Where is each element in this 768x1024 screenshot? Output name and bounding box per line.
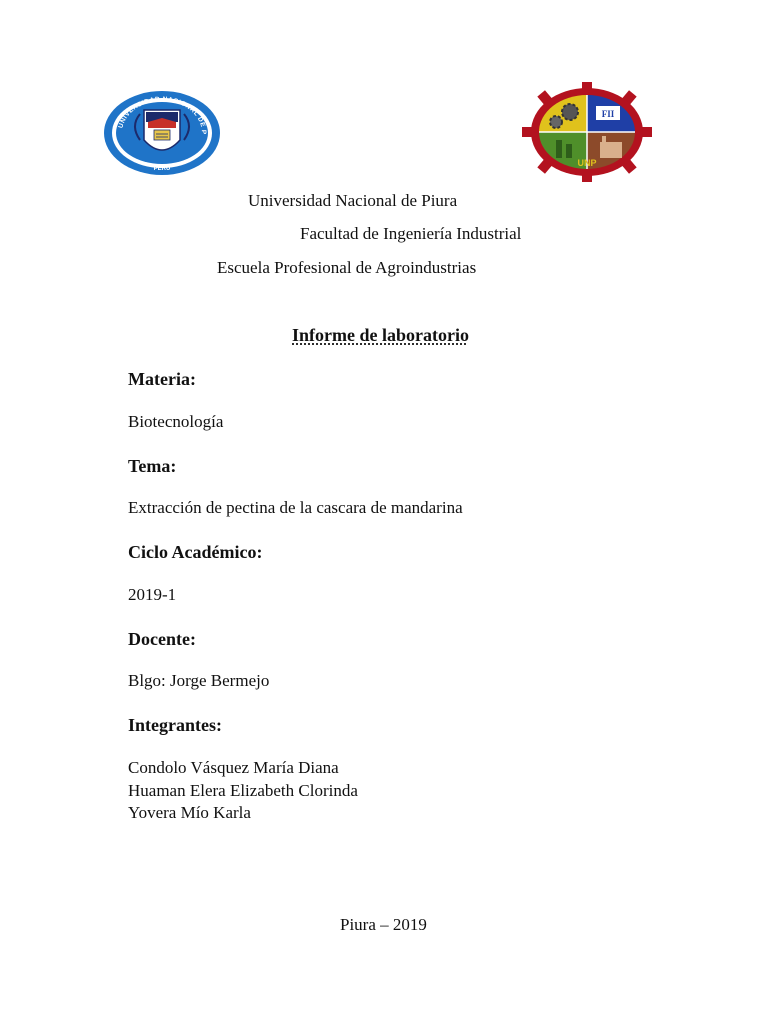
place-date: Piura – 2019 xyxy=(340,915,427,934)
ciclo-value: 2019-1 xyxy=(128,585,177,604)
faculty-gear-logo xyxy=(520,82,654,182)
docente-label: Docente: xyxy=(128,629,196,649)
docente-value: Blgo: Jorge Bermejo xyxy=(128,671,270,690)
university-name: Universidad Nacional de Piura xyxy=(248,191,458,210)
crest-bottom-text: PERÚ xyxy=(153,166,171,172)
crest-ring-text: UNIVERSIDAD NACIONAL DE P xyxy=(117,95,208,135)
tema-label: Tema: xyxy=(128,456,177,476)
materia-value: Biotecnología xyxy=(128,412,224,431)
integrantes-label: Integrantes: xyxy=(128,715,222,735)
report-title: Informe de laboratorio xyxy=(292,325,469,345)
materia-label: Materia: xyxy=(128,369,196,389)
faculty-name: Facultad de Ingeniería Industrial xyxy=(300,224,522,243)
school-name: Escuela Profesional de Agroindustrias xyxy=(217,258,477,277)
member-1: Condolo Vásquez María Diana xyxy=(128,758,339,777)
member-3: Yovera Mío Karla xyxy=(128,803,251,822)
unp-badge-text: UNP xyxy=(577,158,597,168)
university-crest-logo xyxy=(100,88,224,178)
fii-badge-text: FII xyxy=(601,109,615,119)
ciclo-label: Ciclo Académico: xyxy=(128,542,263,562)
member-2: Huaman Elera Elizabeth Clorinda xyxy=(128,781,358,800)
tema-value: Extracción de pectina de la cascara de mandarina xyxy=(128,498,463,517)
